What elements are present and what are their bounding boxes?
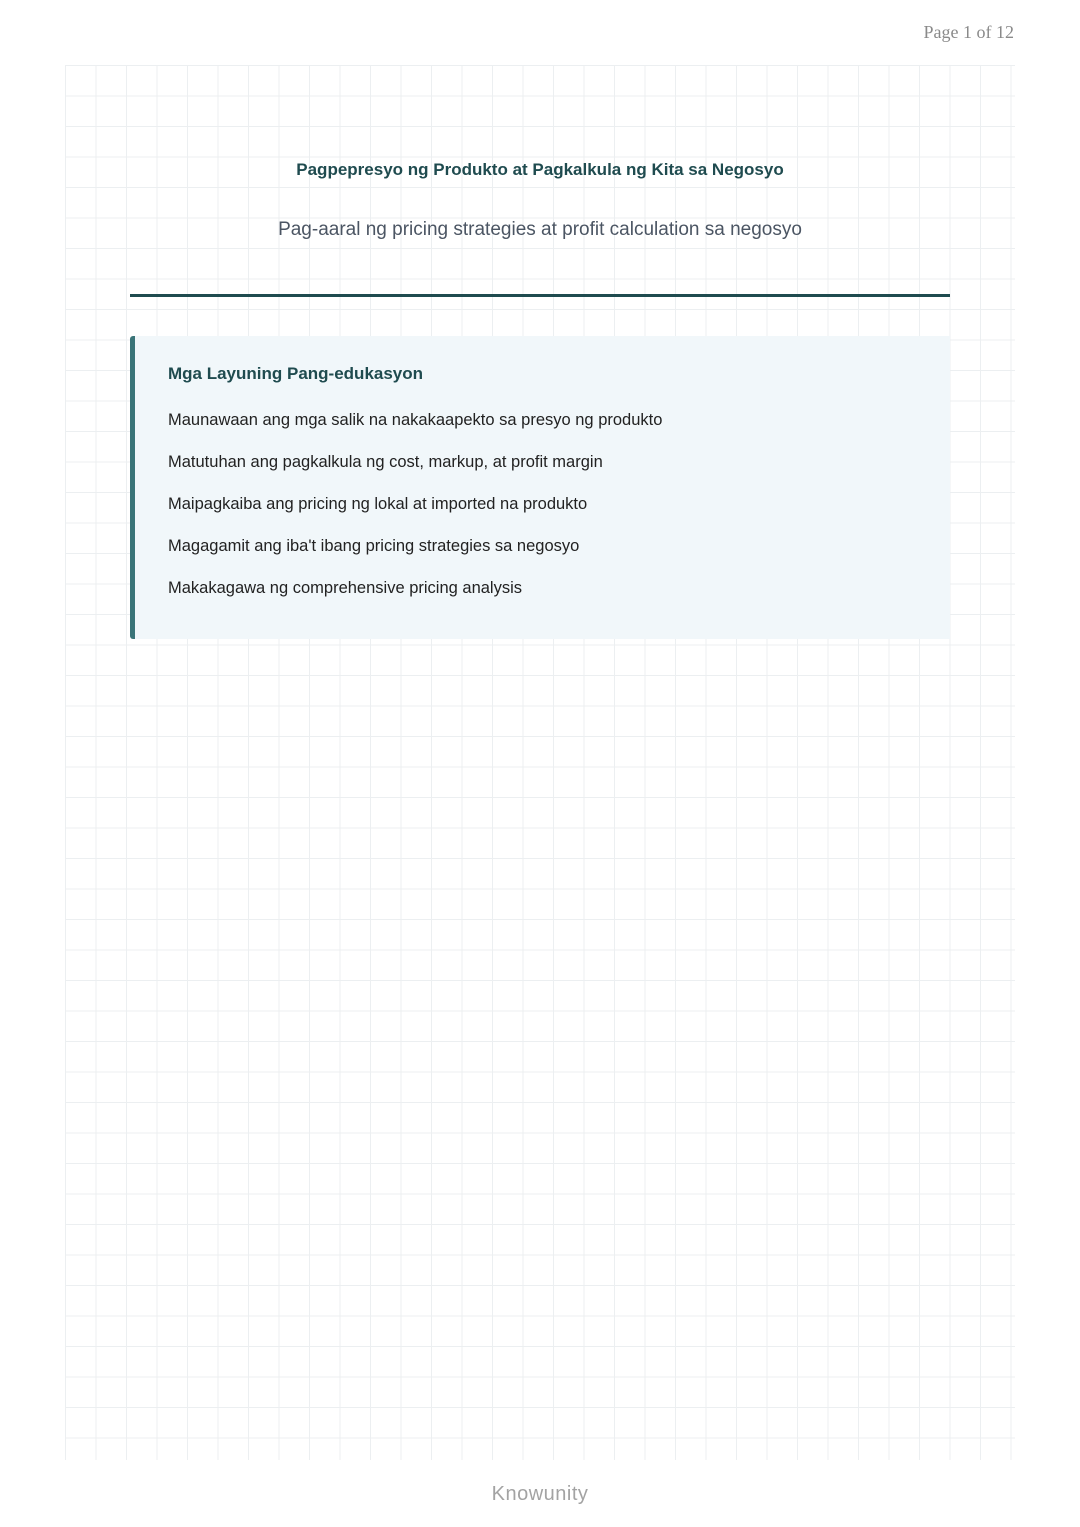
objective-item: Matutuhan ang pagkalkula ng cost, markup, at profit margin [168,453,603,471]
document-title: Pagpepresyo ng Produkto at Pagkalkula ng Kita sa Negosyo [296,160,784,179]
objectives-list [168,408,662,618]
objective-item: Makakagawa ng comprehensive pricing analysis [168,579,523,597]
grid-paper-background [65,65,1015,1460]
document-subtitle: Pag-aaral ng pricing strategies at profit calculation sa negosyo [278,219,802,240]
footer-brand-logo: Knowunity [491,1483,589,1505]
learning-objectives-box [130,336,950,639]
objective-item: Maunawaan ang mga salik na nakakaapekto sa presyo ng produkto [168,411,663,429]
page-counter: Page 1 of 12 [923,22,1014,42]
objective-item: Maipagkaiba ang pricing ng lokal at imported na produkto [168,495,588,513]
objectives-heading: Mga Layuning Pang-edukasyon [168,364,424,383]
objective-item: Magagamit ang iba't ibang pricing strategies sa negosyo [168,537,580,555]
title-divider [130,294,950,297]
